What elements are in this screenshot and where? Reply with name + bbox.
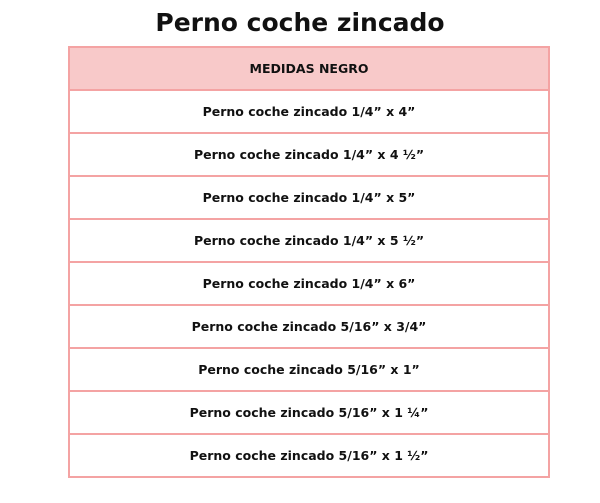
table-row: [69, 391, 549, 434]
table-row: [69, 305, 549, 348]
table-row: [69, 133, 549, 176]
table-header-row: [69, 47, 549, 90]
table-cell: Perno coche zincado 1/4” x 4 ½”: [69, 133, 549, 176]
table-row: [69, 90, 549, 133]
table-row: [69, 176, 549, 219]
table-row: [69, 262, 549, 305]
table-cell: Perno coche zincado 1/4” x 5 ½”: [69, 219, 549, 262]
table-cell: Perno coche zincado 5/16” x 1 ¼”: [69, 391, 549, 434]
column-header-medidas: MEDIDAS NEGRO: [69, 47, 549, 90]
table-cell: Perno coche zincado 1/4” x 6”: [69, 262, 549, 305]
table-row: [69, 348, 549, 391]
table-cell: Perno coche zincado 5/16” x 1”: [69, 348, 549, 391]
table-cell: Perno coche zincado 5/16” x 3/4”: [69, 305, 549, 348]
table-row: [69, 219, 549, 262]
page-title: Perno coche zincado: [155, 8, 445, 37]
table-cell: Perno coche zincado 1/4” x 5”: [69, 176, 549, 219]
table-cell: Perno coche zincado 5/16” x 1 ½”: [69, 434, 549, 477]
table-cell: Perno coche zincado 1/4” x 4”: [69, 90, 549, 133]
sizes-table-container: [68, 46, 550, 478]
table-row: [69, 434, 549, 477]
sizes-table: [68, 46, 550, 478]
